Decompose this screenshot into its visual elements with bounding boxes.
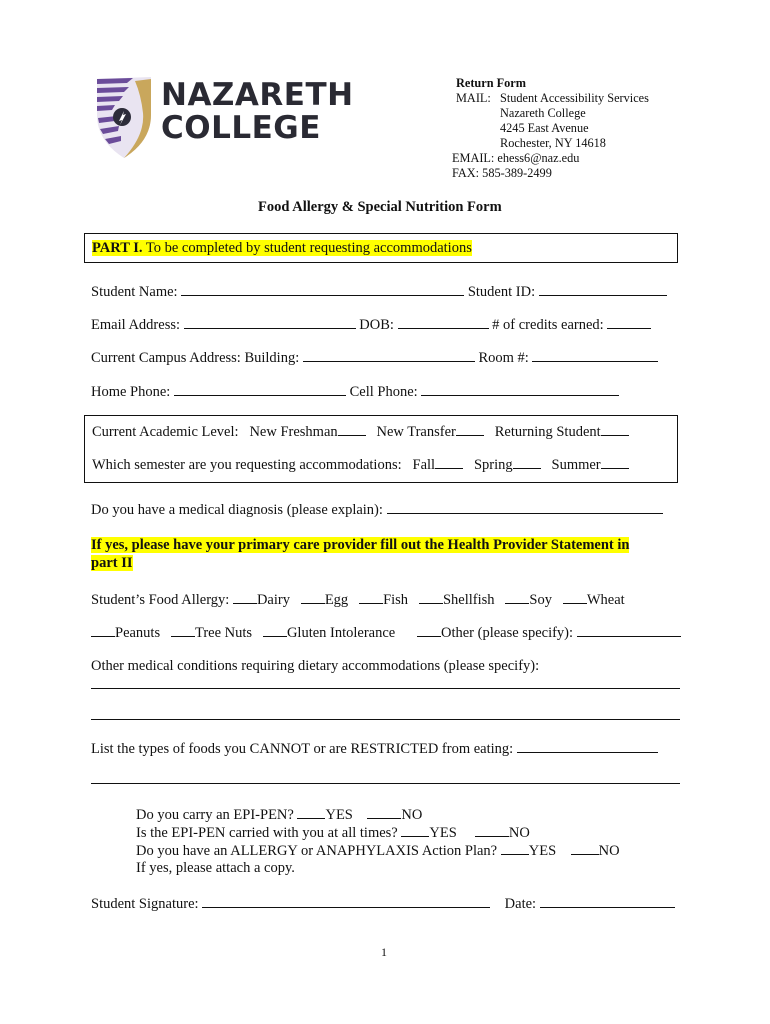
- restricted-foods-label: List the types of foods you CANNOT or are RESTRICTED from eating:: [91, 741, 514, 757]
- allergy-fish: Fish: [383, 592, 409, 608]
- gluten-blank[interactable]: [263, 624, 287, 637]
- epipen-q1-no-blank[interactable]: [367, 806, 401, 819]
- semester-summer: Summer: [551, 457, 601, 473]
- epipen-q1-no: NO: [401, 807, 423, 823]
- wheat-blank[interactable]: [563, 591, 587, 604]
- credits-field[interactable]: [607, 316, 651, 329]
- part1-bold: PART I.: [92, 240, 143, 256]
- tree-nuts-blank[interactable]: [171, 624, 195, 637]
- credits-label: # of credits earned:: [492, 317, 604, 333]
- allergy-shellfish: Shellfish: [442, 592, 495, 608]
- epipen-q3: Do you have an ALLERGY or ANAPHYLAXIS Action Plan?: [136, 843, 498, 859]
- logo-line-1: NAZARETH: [161, 77, 354, 113]
- allergy-row-2: [91, 624, 681, 642]
- cell-phone-label: Cell Phone:: [349, 384, 418, 400]
- new-freshman-blank[interactable]: [338, 423, 366, 436]
- allergy-wheat: Wheat: [586, 592, 625, 608]
- epipen-q3-row: [136, 842, 620, 860]
- level-new-transfer: New Transfer: [376, 424, 456, 440]
- allergy-other: Other (please specify):: [440, 625, 574, 641]
- part1-heading: [92, 240, 472, 257]
- mail-line-1: Student Accessibility Services: [500, 91, 649, 105]
- summer-blank[interactable]: [601, 456, 629, 469]
- semester-spring: Spring: [473, 457, 513, 473]
- phone-row: [91, 383, 619, 401]
- epipen-q3-no-blank[interactable]: [571, 842, 599, 855]
- cell-phone-field[interactable]: [421, 383, 619, 396]
- home-phone-field[interactable]: [174, 383, 346, 396]
- page-number: 1: [381, 945, 387, 959]
- epipen-q1: Do you carry an EPI-PEN?: [136, 807, 294, 823]
- student-name-field[interactable]: [181, 283, 464, 296]
- diagnosis-row: [91, 501, 663, 519]
- restricted-foods-row: [91, 740, 658, 758]
- epipen-q2-no: NO: [508, 825, 530, 841]
- semester-row: [92, 456, 629, 474]
- semester-fall: Fall: [412, 457, 436, 473]
- provider-notice-line2: [91, 555, 133, 572]
- email-row: [91, 316, 651, 334]
- peanuts-blank[interactable]: [91, 624, 115, 637]
- epipen-q1-yes: YES: [325, 807, 353, 823]
- building-field[interactable]: [303, 349, 475, 362]
- epipen-q2-yes-blank[interactable]: [401, 824, 429, 837]
- spring-blank[interactable]: [513, 456, 541, 469]
- academic-level-row: [92, 423, 629, 441]
- egg-blank[interactable]: [301, 591, 325, 604]
- returning-student-blank[interactable]: [601, 423, 629, 436]
- form-title: Food Allergy & Special Nutrition Form: [258, 199, 502, 215]
- epipen-q1-yes-blank[interactable]: [297, 806, 325, 819]
- part1-text: To be completed by student requesting accommodations: [142, 240, 472, 256]
- food-allergy-label: Student’s Food Allergy:: [91, 592, 230, 608]
- email-label: Email Address:: [91, 317, 181, 333]
- level-new-freshman: New Freshman: [249, 424, 338, 440]
- soy-blank[interactable]: [505, 591, 529, 604]
- allergy-soy: Soy: [529, 592, 552, 608]
- other-conditions-label: Other medical conditions requiring dietary accommodations (please specify):: [91, 658, 540, 674]
- shellfish-blank[interactable]: [419, 591, 443, 604]
- allergy-peanuts: Peanuts: [115, 625, 161, 641]
- epipen-q2: Is the EPI-PEN carried with you at all times?: [136, 825, 398, 841]
- mail-line-4: Rochester, NY 14618: [500, 136, 606, 150]
- epipen-q2-yes: YES: [429, 825, 457, 841]
- diagnosis-field[interactable]: [387, 501, 663, 514]
- epipen-q4: If yes, please attach a copy.: [136, 860, 295, 876]
- fall-blank[interactable]: [435, 456, 463, 469]
- student-name-row: [91, 283, 667, 301]
- allergy-egg: Egg: [324, 592, 349, 608]
- signature-label: Student Signature:: [91, 896, 199, 912]
- student-id-field[interactable]: [539, 283, 667, 296]
- student-id-label: Student ID:: [467, 284, 536, 300]
- restricted-foods-field[interactable]: [517, 740, 658, 753]
- epipen-q2-no-blank[interactable]: [475, 824, 509, 837]
- allergy-tree-nuts: Tree Nuts: [194, 625, 253, 641]
- mail-label: MAIL:: [456, 91, 491, 105]
- signature-field[interactable]: [202, 895, 490, 908]
- college-wordmark: [161, 79, 354, 145]
- return-form-heading: Return Form: [456, 76, 527, 90]
- mail-line-3: 4245 East Avenue: [500, 121, 589, 135]
- home-phone-label: Home Phone:: [91, 384, 171, 400]
- campus-address-label: Current Campus Address: Building:: [91, 350, 300, 366]
- contact-fax: FAX: 585-389-2499: [452, 166, 552, 180]
- other-conditions-line-2[interactable]: [91, 719, 680, 720]
- diagnosis-label: Do you have a medical diagnosis (please explain):: [91, 502, 383, 518]
- fish-blank[interactable]: [359, 591, 383, 604]
- date-field[interactable]: [540, 895, 675, 908]
- contact-email: EMAIL: ehess6@naz.edu: [452, 151, 580, 165]
- other-conditions-line-1[interactable]: [91, 688, 680, 689]
- other-blank[interactable]: [417, 624, 441, 637]
- college-shield-logo-icon: [93, 75, 155, 160]
- restricted-foods-line[interactable]: [91, 783, 680, 784]
- logo-line-2: COLLEGE: [161, 110, 321, 146]
- new-transfer-blank[interactable]: [456, 423, 484, 436]
- allergy-row-1: [91, 591, 625, 609]
- signature-row: [91, 895, 675, 913]
- student-name-label: Student Name:: [91, 284, 178, 300]
- other-specify-field[interactable]: [577, 624, 681, 637]
- level-returning-student: Returning Student: [494, 424, 601, 440]
- epipen-q3-no: NO: [598, 843, 620, 859]
- college-logo: [93, 75, 354, 160]
- room-label: Room #:: [478, 350, 529, 366]
- epipen-q1-row: [136, 806, 422, 824]
- provider-notice-line1: [91, 537, 629, 554]
- allergy-dairy: Dairy: [256, 592, 290, 608]
- epipen-q3-yes: YES: [528, 843, 557, 859]
- dob-field[interactable]: [398, 316, 489, 329]
- dairy-blank[interactable]: [233, 591, 257, 604]
- epipen-q3-yes-blank[interactable]: [501, 842, 529, 855]
- epipen-q2-row: [136, 824, 530, 842]
- mail-line-2: Nazareth College: [500, 106, 586, 120]
- room-field[interactable]: [532, 349, 658, 362]
- allergy-gluten: Gluten Intolerance: [286, 625, 396, 641]
- dob-label: DOB:: [359, 317, 394, 333]
- provider-notice-text2: part II: [91, 555, 133, 571]
- provider-notice-text1: If yes, please have your primary care provider fill out the Health Provider Statement in: [91, 537, 630, 553]
- semester-label: Which semester are you requesting accommodations:: [92, 457, 402, 473]
- date-label: Date:: [504, 896, 537, 912]
- academic-level-label: Current Academic Level:: [92, 424, 239, 440]
- campus-address-row: [91, 349, 658, 367]
- email-field[interactable]: [184, 316, 356, 329]
